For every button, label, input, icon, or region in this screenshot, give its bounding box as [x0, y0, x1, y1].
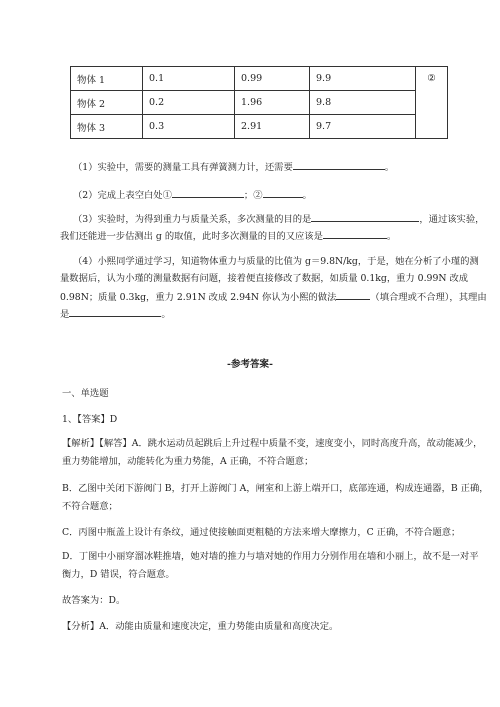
question-3-text-end: ，通过该实验， [419, 214, 485, 225]
answers-heading: -参考答案- [227, 359, 273, 370]
weight-cell: 2.91 [235, 115, 310, 139]
analysis-line: 【解析】【解答】A．跳水运动员起跳后上升过程中质量不变，速度变小，同时高度升高，故动能减少， [62, 438, 483, 449]
weight-cell: 0.99 [235, 67, 310, 91]
mass-cell: 0.3 [143, 115, 235, 139]
punctuation: 。 [386, 231, 397, 242]
ratio-cell: 9.7 [310, 115, 416, 139]
analysis-summary: 【分析】A．动能由质量和速度决定，重力势能由质量和高度决定。 [62, 621, 339, 632]
question-4-line-4 [60, 306, 171, 322]
analysis-line: 重力势能增加，动能转化为重力势能，A 正确，不符合题意； [62, 456, 314, 467]
ratio-cell: 9.9 [310, 67, 416, 91]
section-title: 一、单选题 [62, 388, 109, 399]
question-4-text-3: 0.98N；质量 0.3kg，重力 2.91N 改成 2.94N 你认为小熙的做法 [60, 292, 337, 303]
question-1 [73, 159, 394, 175]
analysis-line: B．乙图中关闭下游阀门 B，打开上游阀门 A，闸室和上游上端开口，底部连通，构成连通器，B 正确， [62, 483, 489, 494]
answer-blank [293, 159, 385, 170]
analysis-line: 衡力，D 错误，符合题意。 [62, 569, 175, 580]
weight-cell: 1.96 [235, 91, 310, 115]
question-4-text-2: 量数据后，认为小瑾的测量数据有问题，接着便直接修改了数据，如质量 0.1kg，重力 0.99N 改成 [60, 273, 469, 284]
analysis-line: D．丁图中小丽穿溜冰鞋推墙，她对墙的推力与墙对她的作用力分别作用在墙和小丽上，故不是一对平 [62, 551, 479, 562]
table-row [71, 115, 448, 139]
question-3-line-1 [73, 211, 484, 227]
punctuation: 。 [384, 162, 395, 173]
answer-blank [323, 228, 387, 239]
punctuation: 。 [161, 309, 171, 320]
conclusion: 故答案为：D。 [62, 595, 126, 606]
table-row [71, 91, 448, 115]
question-4-text-3-end: （填合理或不合理），其理由 [370, 292, 487, 303]
question-2-mid: ；② [243, 190, 263, 201]
merged-blank-cell: ② [416, 67, 448, 139]
data-table [70, 66, 448, 139]
object-name: 物体 3 [71, 115, 143, 139]
object-name: 物体 2 [71, 91, 143, 115]
question-4-line-3 [60, 289, 487, 305]
ratio-cell: 9.8 [310, 91, 416, 115]
analysis-line: C．丙图中瓶盖上设计有条纹，通过使接触面更粗糙的方法来增大摩擦力，C 正确，不符合题意； [62, 527, 461, 538]
object-name: 物体 1 [71, 67, 143, 91]
question-3-line-2 [60, 228, 396, 244]
question-4-line-2 [60, 272, 468, 286]
answer-blank [69, 306, 161, 317]
table-row [71, 67, 448, 91]
punctuation: 。 [302, 190, 312, 201]
mass-cell: 0.1 [143, 67, 235, 91]
question-2-text: （2）完成上表空白处① [73, 190, 172, 201]
answer-blank [172, 187, 244, 198]
mass-cell: 0.2 [143, 91, 235, 115]
question-1-text: （1）实验中，需要的测量工具有弹簧测力计，还需要 [73, 162, 293, 173]
question-4-text-4: 是 [60, 309, 70, 320]
question-2 [73, 187, 312, 203]
answer-blank [336, 289, 370, 300]
answer-item: 1、【答案】D [62, 414, 118, 425]
answer-blank [311, 211, 419, 222]
answer-blank [263, 187, 303, 198]
question-4-line-1 [73, 255, 479, 269]
analysis-line: 不符合题意； [62, 501, 118, 512]
question-3-text-2: 我们还能进一步估测出 g 的取值，此时多次测量的目的又应该是 [60, 231, 323, 242]
question-3-text: （3）实验时，为得到重力与质量关系，多次测量的目的是 [73, 214, 312, 225]
question-4-text: （4）小熙同学通过学习，知道物体重力与质量的比值为 g＝9.8N/kg，于是，她在分析了小瑾的测 [73, 256, 479, 267]
